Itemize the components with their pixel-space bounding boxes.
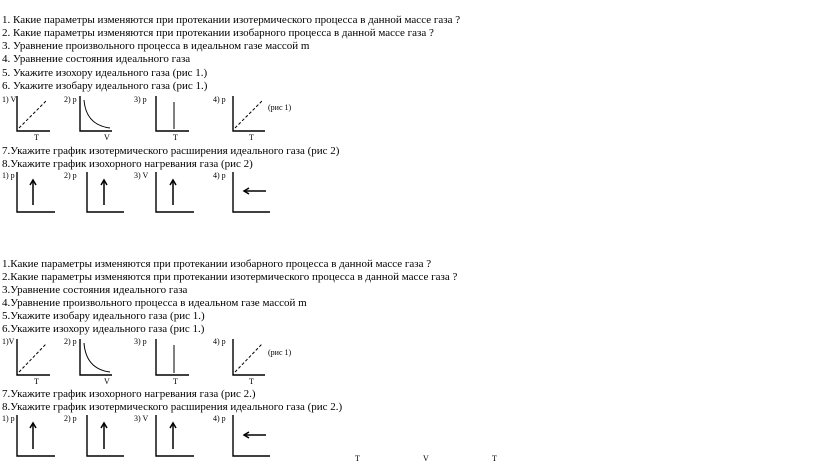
b1-fig1-graph-3 xyxy=(156,96,189,131)
b1-fig1-graph-4 xyxy=(233,96,265,131)
b2-question-8: 8.Укажите график изотермического расширения идеального газа (рис 2.) xyxy=(2,401,343,413)
b1-fig1-label-2: 2) p xyxy=(64,95,77,104)
b1-question-4: 4. Уравнение состояния идеального газа xyxy=(2,53,191,65)
b2-question-1: 1.Какие параметры изменяются при протекании изобарного процесса в данной массе газа ? xyxy=(2,258,432,270)
b2-question-4: 4.Уравнение произвольного процесса в идеальном газе массой m xyxy=(2,297,307,309)
b2-question-6: 6.Укажите изохору идеального газа (рис 1.) xyxy=(2,323,205,335)
b1-question-1: 1. Какие параметры изменяются при протекании изотермического процесса в данной массе газа ? xyxy=(2,14,461,26)
b1-fig1-axis-4: T xyxy=(249,133,254,142)
b2-question-3: 3.Уравнение состояния идеального газа xyxy=(2,284,188,296)
b1-question-7: 7.Укажите график изотермического расширения идеального газа (рис 2) xyxy=(2,145,340,157)
b2-fig2-label-4: 4) p xyxy=(213,414,226,423)
b1-fig1-graph-2 xyxy=(80,96,112,131)
b2-fig1-axis-4: T xyxy=(249,377,254,386)
b1-fig2-graph-2 xyxy=(87,172,124,212)
b1-question-5: 5. Укажите изохору идеального газа (рис 1.) xyxy=(2,67,208,79)
b1-fig2-label-2: 2) p xyxy=(64,171,77,180)
b1-fig1-label-3: 3) p xyxy=(134,95,147,104)
b1-fig1-label-4: 4) p xyxy=(213,95,226,104)
b1-fig2-label-4: 4) p xyxy=(213,171,226,180)
b1-fig1-graph-1 xyxy=(17,96,50,131)
b2-fig1-axis-1: T xyxy=(34,377,39,386)
b2-fig2-graph-2 xyxy=(87,415,124,456)
b1-fig1-label-1: 1) V xyxy=(2,95,17,104)
b2-fig2-graph-1 xyxy=(17,415,55,456)
b2-fig1-graph-2 xyxy=(80,339,112,375)
b2-fig1-caption: (рис 1) xyxy=(268,348,292,357)
b2-fig1-label-4: 4) p xyxy=(213,337,226,346)
b2-fig1-label-3: 3) p xyxy=(134,337,147,346)
b1-question-3: 3. Уравнение произвольного процесса в идеальном газе массой m xyxy=(2,40,310,52)
b2-fig1-label-2: 2) p xyxy=(64,337,77,346)
b1-fig1-axis-2: V xyxy=(104,133,110,142)
b1-fig2-label-1: 1) p xyxy=(2,171,15,180)
b2-fig1-axis-2: V xyxy=(104,377,110,386)
b1-question-6: 6. Укажите изобару идеального газа (рис 1.) xyxy=(2,80,208,92)
b2-fig1-axis-3: T xyxy=(173,377,178,386)
b2-fig2-axis-2: V xyxy=(423,454,429,463)
b2-question-7: 7.Укажите график изохорного нагревания газа (рис 2.) xyxy=(2,388,256,400)
b2-question-5: 5.Укажите изобару идеального газа (рис 1.) xyxy=(2,310,205,322)
b1-question-2: 2. Какие параметры изменяются при протекании изобарного процесса в данной массе газа ? xyxy=(2,27,434,39)
b1-fig1-caption: (рис 1) xyxy=(268,103,292,112)
b1-question-8: 8.Укажите график изохорного нагревания газа (рис 2) xyxy=(2,158,253,170)
b1-fig2-graph-4 xyxy=(233,172,270,212)
b1-fig2-graph-3 xyxy=(156,172,194,212)
b2-fig1-graph-3 xyxy=(156,339,189,375)
b2-fig2-graph-4 xyxy=(233,415,270,456)
b2-fig2-label-1: 1) p xyxy=(2,414,15,423)
b2-fig2-axis-1: T xyxy=(355,454,360,463)
b1-fig2-label-3: 3) V xyxy=(134,171,149,180)
b2-fig2-label-3: 3) V xyxy=(134,414,149,423)
b2-fig1-graph-1 xyxy=(17,339,50,375)
b2-fig1-graph-4 xyxy=(233,339,265,375)
b2-fig1-label-1: 1)V xyxy=(2,337,15,346)
b1-fig2-graph-1 xyxy=(17,172,55,212)
b2-fig2-graph-3 xyxy=(156,415,194,456)
b1-fig1-axis-1: T xyxy=(34,133,39,142)
b2-question-2: 2.Какие параметры изменяются при протекании изотермического процесса в данной массе газа ? xyxy=(2,271,458,283)
b2-fig2-label-2: 2) p xyxy=(64,414,77,423)
b2-fig2-axis-3: T xyxy=(492,454,497,463)
b1-fig1-axis-3: T xyxy=(173,133,178,142)
